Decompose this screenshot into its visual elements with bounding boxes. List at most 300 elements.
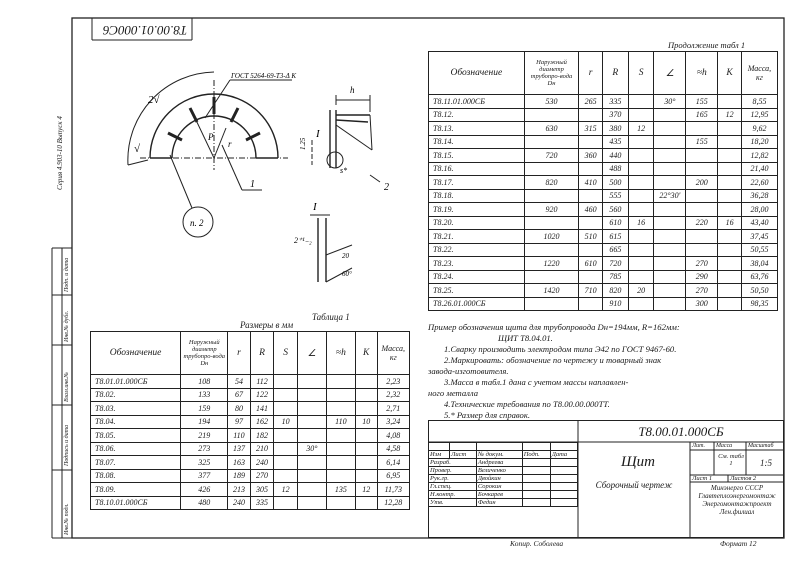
- table-cell: 9,62: [741, 122, 777, 136]
- stamp-role: Н.контр.: [429, 491, 477, 499]
- table-cell: [628, 176, 654, 190]
- t2-head-7: K: [718, 52, 742, 95]
- table-cell: 920: [524, 203, 579, 217]
- table-row: [429, 284, 778, 298]
- table-cell: [524, 243, 579, 257]
- table-cell: [524, 216, 579, 230]
- table-row: [91, 415, 410, 429]
- table-cell: Т8.26.01.000СБ: [429, 297, 525, 311]
- table1-caption: Таблица 1: [312, 312, 350, 322]
- table-cell: 50,50: [741, 284, 777, 298]
- table-cell: 3,24: [377, 415, 409, 429]
- table-row: [91, 375, 410, 389]
- sheet-label: Лист 1: [692, 475, 713, 482]
- table-cell: [628, 270, 654, 284]
- table-cell: Т8.20.: [429, 216, 525, 230]
- stamp-role-row: [429, 459, 578, 467]
- table-cell: Т8.18.: [429, 189, 525, 203]
- table-cell: 20: [628, 284, 654, 298]
- table-cell: 555: [602, 189, 628, 203]
- table-cell: [579, 297, 603, 311]
- table-cell: [686, 203, 718, 217]
- stamp-column-header: Дата: [550, 451, 577, 459]
- table-cell: Т8.08.: [91, 469, 181, 483]
- note-5: 5.* Размер для справок.: [444, 410, 531, 420]
- table-cell: Т8.03.: [91, 402, 181, 416]
- table-cell: 80: [228, 402, 250, 416]
- table-cell: 98,35: [741, 297, 777, 311]
- table-cell: Т8.12.: [429, 108, 525, 122]
- stamp-person: Сорокин: [476, 483, 522, 491]
- scale-label: Масштаб: [748, 443, 774, 449]
- note-4: 4.Технические требования по Т8.00.00.000ТТ.: [444, 399, 610, 409]
- title-block: [428, 420, 784, 538]
- table-cell: 22°30': [654, 189, 686, 203]
- table-cell: 820: [524, 176, 579, 190]
- table-cell: [628, 189, 654, 203]
- table-cell: 8,55: [741, 95, 777, 109]
- table-cell: [686, 162, 718, 176]
- note-example-code: ЩИТ Т8.04.01.: [498, 333, 553, 343]
- table-cell: [326, 442, 355, 456]
- table-cell: [355, 402, 377, 416]
- table-cell: 1220: [524, 257, 579, 271]
- table-cell: [654, 270, 686, 284]
- side-label-2: Подпись и дата: [64, 424, 70, 466]
- table-cell: 97: [228, 415, 250, 429]
- table-cell: 4,08: [377, 429, 409, 443]
- table-cell: [718, 162, 742, 176]
- table-cell: 159: [181, 402, 228, 416]
- table-cell: Т8.05.: [91, 429, 181, 443]
- table-cell: [654, 284, 686, 298]
- table-row: [91, 469, 410, 483]
- stamp-role: Провер.: [429, 467, 477, 475]
- note-example: Пример обозначения щита для трубопровода Dн=194мм, R=162мм:: [428, 322, 680, 332]
- table-cell: 12,82: [741, 149, 777, 163]
- table-cell: [628, 149, 654, 163]
- table-cell: 2,71: [377, 402, 409, 416]
- table-row: [91, 402, 410, 416]
- table-cell: [297, 375, 326, 389]
- table-cell: 162: [250, 415, 274, 429]
- stamp-person: Бочкарев: [476, 491, 522, 499]
- table-cell: [274, 496, 297, 510]
- table-row: [91, 442, 410, 456]
- table-cell: [274, 429, 297, 443]
- note-2-cont: завода-изготовителя.: [428, 366, 509, 376]
- table-cell: [297, 496, 326, 510]
- table-cell: [718, 270, 742, 284]
- table-cell: [297, 402, 326, 416]
- table-cell: [297, 415, 326, 429]
- assembly-drawing: [0, 0, 420, 300]
- label-s: s*: [340, 166, 348, 175]
- stamp-blank-row: [429, 443, 578, 451]
- dim-2v-label: 2√: [148, 94, 160, 106]
- t1-head-5: ∠: [297, 332, 326, 375]
- table-cell: [686, 243, 718, 257]
- table-cell: 10: [274, 415, 297, 429]
- table-cell: 21,40: [741, 162, 777, 176]
- table-cell: [355, 496, 377, 510]
- table-cell: 510: [579, 230, 603, 244]
- table-row: [429, 95, 778, 109]
- table-row: [429, 230, 778, 244]
- table-cell: [718, 230, 742, 244]
- t1-head-1: Наружный диаметр трубопро-вода Dн: [181, 332, 228, 375]
- scale-value: 1:5: [760, 458, 772, 468]
- t1-head-3: R: [250, 332, 274, 375]
- part-1-label: 1: [250, 179, 255, 190]
- table-cell: 189: [228, 469, 250, 483]
- table2: [428, 51, 778, 311]
- table-cell: [718, 176, 742, 190]
- t1-head-4: S: [274, 332, 297, 375]
- stamp-role-row: [429, 499, 578, 507]
- table-cell: [579, 216, 603, 230]
- table-cell: [628, 257, 654, 271]
- t1-head-7: K: [355, 332, 377, 375]
- table-cell: [297, 456, 326, 470]
- table-cell: 305: [250, 483, 274, 497]
- table-cell: 12,28: [377, 496, 409, 510]
- table-cell: [579, 135, 603, 149]
- table-cell: 194: [181, 415, 228, 429]
- table-cell: [686, 122, 718, 136]
- table-cell: 560: [602, 203, 628, 217]
- table-cell: 300: [686, 297, 718, 311]
- table-cell: 37,45: [741, 230, 777, 244]
- table-cell: [718, 95, 742, 109]
- table-cell: 67: [228, 388, 250, 402]
- table-cell: 22,60: [741, 176, 777, 190]
- table-row: [429, 189, 778, 203]
- table-cell: 610: [602, 216, 628, 230]
- table-cell: Т8.13.: [429, 122, 525, 136]
- table1: [90, 331, 410, 510]
- format-label: Формат 12: [720, 539, 757, 548]
- table-cell: Т8.25.: [429, 284, 525, 298]
- table-cell: [274, 402, 297, 416]
- table-cell: Т8.06.: [91, 442, 181, 456]
- note-3-cont: ного металла: [428, 388, 479, 398]
- table-cell: [628, 135, 654, 149]
- table-cell: [654, 162, 686, 176]
- table-cell: 360: [579, 149, 603, 163]
- table-cell: 377: [181, 469, 228, 483]
- t1-head-2: r: [228, 332, 250, 375]
- table-cell: 630: [524, 122, 579, 136]
- table-cell: 910: [602, 297, 628, 311]
- table-cell: 335: [602, 95, 628, 109]
- table-row: [429, 108, 778, 122]
- side-label-5: Подп. и дата: [64, 257, 70, 292]
- stamp-role-row: [429, 475, 578, 483]
- table-cell: 163: [228, 456, 250, 470]
- t2-head-8: Масса, кг: [741, 52, 777, 95]
- table-row: [429, 270, 778, 284]
- table-cell: [579, 189, 603, 203]
- table-row: [429, 203, 778, 217]
- table-cell: [718, 243, 742, 257]
- stamp-header-row: [429, 451, 578, 459]
- table-cell: Т8.01.01.000СБ: [91, 375, 181, 389]
- series-label: Серия 4.903-10 Выпуск 4: [56, 116, 64, 190]
- table-cell: 665: [602, 243, 628, 257]
- stamp-column-header: № докум.: [476, 451, 522, 459]
- table-cell: [718, 189, 742, 203]
- stamp-column-header: Лист: [449, 451, 476, 459]
- stamp-person: Федин: [476, 499, 522, 507]
- table-row: [429, 135, 778, 149]
- table-cell: 133: [181, 388, 228, 402]
- table-cell: 38,04: [741, 257, 777, 271]
- table-cell: [654, 203, 686, 217]
- table-cell: 410: [579, 176, 603, 190]
- stamp-column-header: Подп.: [522, 451, 550, 459]
- table2-caption: Продолжение табл 1: [668, 40, 746, 50]
- stamp-column-header: Изм: [429, 451, 450, 459]
- table-cell: 43,40: [741, 216, 777, 230]
- side-label-3: Взам.инв.№: [64, 371, 70, 402]
- table-cell: Т8.24.: [429, 270, 525, 284]
- org-line-3: Энергомонтажпроект: [702, 500, 772, 508]
- table-cell: 122: [250, 388, 274, 402]
- table-cell: 720: [524, 149, 579, 163]
- table-cell: 720: [602, 257, 628, 271]
- table-cell: [326, 469, 355, 483]
- table-cell: 315: [579, 122, 603, 136]
- table-row: [91, 429, 410, 443]
- table-cell: Т8.23.: [429, 257, 525, 271]
- t1-head-0: Обозначение: [91, 332, 181, 375]
- table-cell: 325: [181, 456, 228, 470]
- table-row: [429, 257, 778, 271]
- title-name: Щит: [621, 454, 655, 470]
- org-line-4: Лен.филиал: [719, 508, 755, 516]
- table-cell: [355, 429, 377, 443]
- table-cell: 12: [628, 122, 654, 136]
- table-cell: [274, 456, 297, 470]
- table-cell: [718, 284, 742, 298]
- table-cell: 63,76: [741, 270, 777, 284]
- table-cell: [628, 95, 654, 109]
- table-cell: [628, 108, 654, 122]
- table-cell: [579, 108, 603, 122]
- table-cell: [524, 270, 579, 284]
- gost-label: ГОСТ 5264-69-Т3-Δ К: [231, 72, 297, 80]
- table-cell: [326, 496, 355, 510]
- table-cell: [326, 429, 355, 443]
- table-cell: 426: [181, 483, 228, 497]
- table-cell: 30°: [654, 95, 686, 109]
- stamp-role-row: [429, 483, 578, 491]
- table-cell: 610: [579, 257, 603, 271]
- table-cell: [274, 442, 297, 456]
- label-2-2: 2⁺¹₋₂: [294, 236, 312, 245]
- note-1: 1.Сварку производить электродом типа Э42 по ГОСТ 9467-60.: [444, 344, 677, 354]
- t2-head-6: ≈h: [686, 52, 718, 95]
- table-row: [429, 243, 778, 257]
- table-cell: 137: [228, 442, 250, 456]
- table1-subcaption: Размеры в мм: [240, 320, 294, 330]
- table-cell: [524, 135, 579, 149]
- t2-head-5: ∠: [654, 52, 686, 95]
- section-mark-1: I: [316, 128, 320, 140]
- t2-head-2: r: [579, 52, 603, 95]
- table-cell: [326, 388, 355, 402]
- table-row: [91, 483, 410, 497]
- table-row: [429, 162, 778, 176]
- table-cell: 50,55: [741, 243, 777, 257]
- table-row: [91, 456, 410, 470]
- table-cell: [355, 442, 377, 456]
- table-cell: 155: [686, 95, 718, 109]
- table-cell: 270: [686, 257, 718, 271]
- table-cell: [326, 456, 355, 470]
- table-cell: 615: [602, 230, 628, 244]
- table-row: [429, 216, 778, 230]
- table-cell: 530: [524, 95, 579, 109]
- stamp-role-row: [429, 467, 578, 475]
- table-cell: 270: [686, 284, 718, 298]
- table-cell: Т8.19.: [429, 203, 525, 217]
- table-cell: Т8.21.: [429, 230, 525, 244]
- table-cell: [654, 108, 686, 122]
- label-125: 1.25: [299, 137, 307, 150]
- table-cell: Т8.14.: [429, 135, 525, 149]
- table-row: [429, 176, 778, 190]
- table-cell: [718, 297, 742, 311]
- table-cell: 270: [250, 469, 274, 483]
- table-cell: 488: [602, 162, 628, 176]
- table-cell: [355, 469, 377, 483]
- table-cell: 220: [686, 216, 718, 230]
- t2-head-0: Обозначение: [429, 52, 525, 95]
- label-r: r: [228, 139, 232, 149]
- table-cell: [524, 297, 579, 311]
- table-cell: 240: [228, 496, 250, 510]
- header-code: T8.00.01.000C6: [102, 23, 188, 38]
- table-cell: [579, 243, 603, 257]
- t2-head-1: Наружный диаметр трубопро-вода Dн: [524, 52, 579, 95]
- table-cell: [524, 189, 579, 203]
- table-cell: 155: [686, 135, 718, 149]
- table-cell: 110: [228, 429, 250, 443]
- table-cell: [686, 149, 718, 163]
- table-cell: 12: [718, 108, 742, 122]
- table-cell: [686, 230, 718, 244]
- table-cell: Т8.09.: [91, 483, 181, 497]
- label-h: h: [350, 85, 355, 95]
- table-cell: [718, 135, 742, 149]
- t1-head-6: ≈h: [326, 332, 355, 375]
- table-cell: 290: [686, 270, 718, 284]
- part-2-label: 2: [384, 182, 389, 193]
- table-cell: 440: [602, 149, 628, 163]
- table-cell: [274, 388, 297, 402]
- table-cell: 182: [250, 429, 274, 443]
- table-cell: 460: [579, 203, 603, 217]
- table-cell: 710: [579, 284, 603, 298]
- stamp-role: Утв.: [429, 499, 477, 507]
- label-20: 20: [342, 252, 349, 260]
- table-cell: Т8.02.: [91, 388, 181, 402]
- table-row: [429, 122, 778, 136]
- table-cell: [579, 162, 603, 176]
- table-cell: [654, 216, 686, 230]
- stamp-person: Андреева: [476, 459, 522, 467]
- table-cell: 28,00: [741, 203, 777, 217]
- organization: [690, 484, 784, 516]
- stamp-person: Двойкин: [476, 475, 522, 483]
- table-cell: 820: [602, 284, 628, 298]
- side-label-1: Инв.№ подл.: [64, 503, 70, 535]
- table-cell: [718, 122, 742, 136]
- table-cell: [718, 203, 742, 217]
- table-cell: 30°: [297, 442, 326, 456]
- note-2: 2.Маркировать: обозначение по чертежу и товарный знак: [444, 355, 662, 365]
- stamp-role: Разраб.: [429, 459, 477, 467]
- table-cell: 2,23: [377, 375, 409, 389]
- table-cell: [297, 388, 326, 402]
- table-cell: 16: [718, 216, 742, 230]
- table-cell: 370: [602, 108, 628, 122]
- table-cell: 265: [579, 95, 603, 109]
- table-cell: 165: [686, 108, 718, 122]
- table-cell: 219: [181, 429, 228, 443]
- table-cell: Т8.10.01.000СБ: [91, 496, 181, 510]
- table-row: [91, 496, 410, 510]
- title-doc-type: Сборочный чертеж: [595, 480, 673, 490]
- sheets-label: Листов 2: [730, 475, 757, 482]
- stamp-role-row: [429, 491, 578, 499]
- table-cell: 785: [602, 270, 628, 284]
- table-cell: 11,73: [377, 483, 409, 497]
- table-cell: 435: [602, 135, 628, 149]
- t2-head-3: R: [602, 52, 628, 95]
- table-cell: [628, 230, 654, 244]
- stamp-role: Гл.спец.: [429, 483, 477, 491]
- dim-v-label: √: [134, 143, 141, 155]
- table-cell: [297, 483, 326, 497]
- table-cell: [654, 243, 686, 257]
- table-cell: [297, 469, 326, 483]
- table-cell: [654, 135, 686, 149]
- table-cell: 16: [628, 216, 654, 230]
- table-cell: 12,95: [741, 108, 777, 122]
- label-p: P: [208, 132, 214, 142]
- table-cell: [654, 176, 686, 190]
- table-cell: [654, 297, 686, 311]
- table-cell: [579, 270, 603, 284]
- table-row: [429, 297, 778, 311]
- org-line-2: Главтеплоэнергомонтаж: [698, 492, 776, 500]
- table-cell: [654, 257, 686, 271]
- table-cell: 2,32: [377, 388, 409, 402]
- table-cell: Т8.17.: [429, 176, 525, 190]
- table-cell: [326, 402, 355, 416]
- table-cell: 380: [602, 122, 628, 136]
- table-cell: 141: [250, 402, 274, 416]
- table-cell: Т8.04.: [91, 415, 181, 429]
- stamp-person: Величенко: [476, 467, 522, 475]
- label-60: 60°: [342, 270, 352, 278]
- table-cell: Т8.15.: [429, 149, 525, 163]
- table-cell: [297, 429, 326, 443]
- t2-head-4: S: [628, 52, 654, 95]
